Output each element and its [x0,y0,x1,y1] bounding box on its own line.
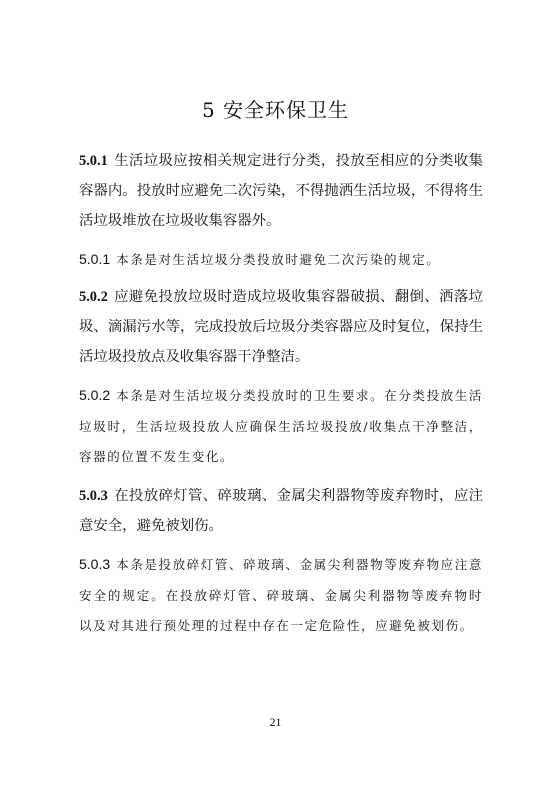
clause-5-0-3 [79,481,483,541]
clause-text: 生活垃圾应按相关规定进行分类，投放至相应的分类收集容器内。投放时应避免二次污染，不得抛洒生活垃圾，不得将生活垃圾堆放在垃圾收集容器外。 [79,153,483,229]
explanation-5-0-3 [79,549,483,642]
explanation-number: 5.0.3 [79,556,111,572]
clause-number: 5.0.3 [79,488,108,504]
explanation-number: 5.0.2 [79,387,111,403]
clause-number: 5.0.2 [79,289,108,305]
section-title: 5 安全环保卫生 [201,98,350,122]
clause-text: 应避免投放垃圾时造成垃圾收集容器破损、翻倒、洒落垃圾、滴漏污水等，完成投放后垃圾分类容器应及时复位，保持生活垃圾投放点及收集容器干净整洁。 [79,289,483,365]
clause-5-0-2 [79,282,483,372]
clause-text: 在投放碎灯管、碎玻璃、金属尖利器物等废弃物时，应注意安全，避免被划伤。 [79,488,483,534]
explanation-5-0-2 [79,380,483,473]
explanation-text: 本条是投放碎灯管、碎玻璃、金属尖利器物等废弃物应注意安全的规定。在投放碎灯管、碎玻璃、金属尖利器物等废弃物时以及对其进行预处理的过程中存在一定危险性，应避免被划伤。 [79,557,483,633]
explanation-text: 本条是对生活垃圾分类投放时的卫生要求。在分类投放生活垃圾时，生活垃圾投放人应确保生活垃圾投放/收集点干净整洁，容器的位置不发生变化。 [79,388,483,464]
explanation-text: 本条是对生活垃圾分类投放时避免二次污染的规定。 [116,252,441,267]
clause-number: 5.0.1 [79,153,108,169]
page-number: 21 [269,715,282,729]
clause-5-0-1 [79,146,483,236]
explanation-number: 5.0.1 [79,251,111,267]
explanation-5-0-1 [79,244,483,276]
